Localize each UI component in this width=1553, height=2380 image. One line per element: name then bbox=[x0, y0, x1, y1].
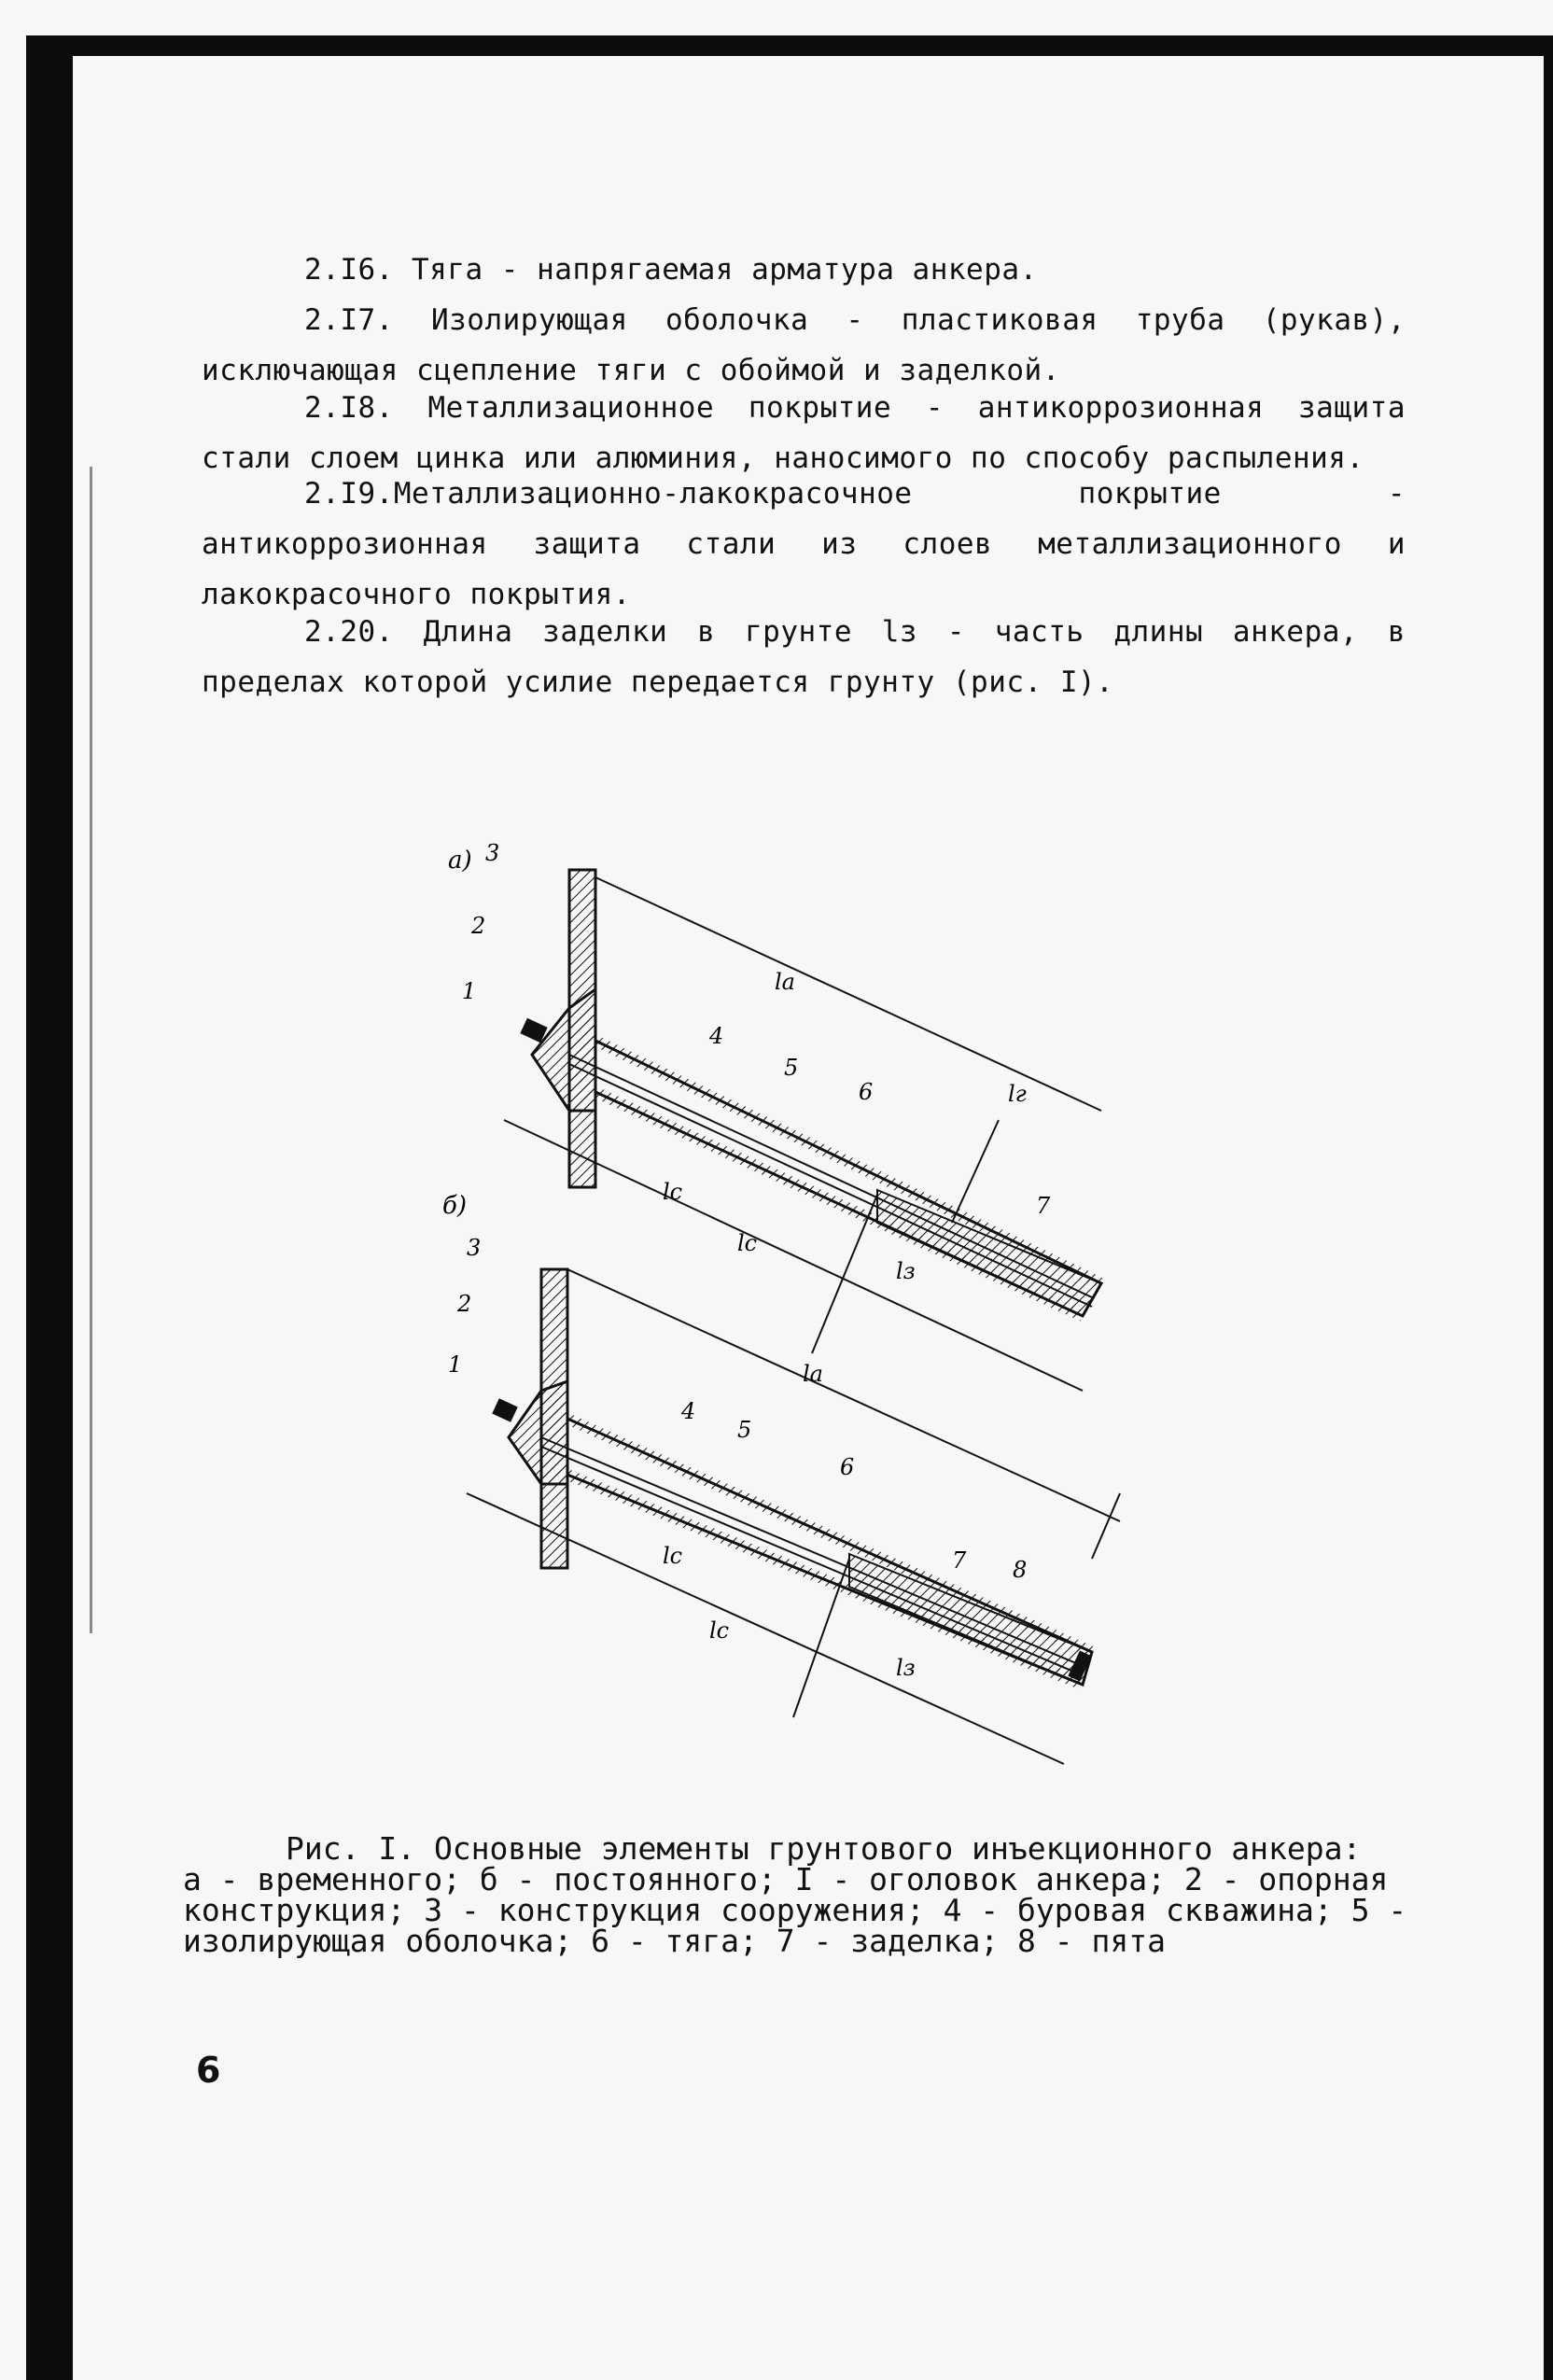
definition-2-19: 2.I9.Металлизационно-лакокрасочное покрытие - антикоррозионная защита стали из слоев металлизационного и лакокрасочного покрытия. bbox=[202, 477, 1406, 611]
dim-label-grout-a: lг bbox=[1008, 1081, 1027, 1107]
label-6-a: 6 bbox=[859, 1079, 874, 1105]
figure-caption bbox=[183, 1830, 1434, 1959]
scan-border-top bbox=[26, 35, 1553, 56]
panel-a-label: а) bbox=[448, 847, 472, 875]
label-4-a: 4 bbox=[709, 1023, 724, 1049]
label-1-b: 1 bbox=[448, 1351, 463, 1378]
label-4-b: 4 bbox=[681, 1398, 696, 1424]
label-1-a: 1 bbox=[462, 978, 477, 1004]
caption-body: а - временного; б - постоянного; I - оголовок анкера; 2 - опорная конструкция; 3 - конструкция сооружения; 4 - буровая скважина; 5 - изолирующая оболочка; 6 - тяга; 7 - заделка; 8 - пята bbox=[183, 1861, 1407, 1959]
caption-title: Рис. I. Основные элементы грунтового инъекционного анкера: bbox=[286, 1830, 1362, 1867]
label-3-a: 3 bbox=[485, 840, 500, 866]
label-8-b: 8 bbox=[1013, 1557, 1028, 1583]
scan-border-left bbox=[26, 35, 73, 2380]
label-2-a: 2 bbox=[471, 913, 486, 939]
dim-label-embed-a: lз bbox=[896, 1258, 916, 1284]
definition-2-16: 2.I6. Тяга - напрягаемая арматура анкера. bbox=[304, 253, 1038, 287]
dim-grout-split-a bbox=[952, 1120, 999, 1223]
anchor-figure bbox=[429, 831, 1157, 1801]
dim-label-free-a-2: lс bbox=[737, 1230, 758, 1256]
anchor-diagram bbox=[429, 831, 1157, 1801]
anchor-head-b bbox=[492, 1398, 518, 1422]
dim-label-total-a: lа bbox=[775, 969, 795, 995]
label-5-b: 5 bbox=[737, 1417, 752, 1443]
dim-end-b bbox=[1092, 1493, 1120, 1559]
dim-split-a bbox=[812, 1195, 877, 1353]
dim-label-free-a: lс bbox=[663, 1179, 683, 1205]
grout-b bbox=[849, 1554, 1092, 1685]
scan-scratch bbox=[90, 467, 92, 1633]
page-number: 6 bbox=[196, 2050, 221, 2091]
support-b bbox=[509, 1381, 567, 1484]
definition-2-17: 2.I7. Изолирующая оболочка - пластиковая труба (рукав), исключающая сцепление тяги с обоймой и заделкой. bbox=[202, 303, 1406, 387]
borehole-hatch-a-top bbox=[595, 1041, 1101, 1283]
dim-label-free-b-2: lс bbox=[709, 1617, 730, 1644]
label-6-b: 6 bbox=[840, 1454, 855, 1480]
definition-2-18: 2.I8. Металлизационное покрытие - антикоррозионная защита стали слоем цинка или алюминия, наносимого по способу распыления. bbox=[202, 391, 1406, 475]
label-2-b: 2 bbox=[457, 1291, 472, 1317]
label-3-b: 3 bbox=[467, 1235, 482, 1261]
label-7-b: 7 bbox=[952, 1547, 967, 1574]
label-7-a: 7 bbox=[1036, 1193, 1051, 1219]
grout-a bbox=[877, 1190, 1101, 1316]
label-5-a: 5 bbox=[784, 1055, 799, 1081]
panel-b-label: б) bbox=[442, 1192, 468, 1220]
dim-label-embed-b: lз bbox=[896, 1655, 916, 1681]
scan-border-right bbox=[1544, 35, 1553, 2380]
dim-label-free-b: lс bbox=[663, 1543, 683, 1569]
definition-2-20: 2.20. Длина заделки в грунте lз - часть длины анкера, в пределах которой усилие передается грунту (рис. I). bbox=[202, 615, 1406, 699]
dim-label-total-b: lа bbox=[803, 1361, 823, 1387]
support-a bbox=[532, 989, 595, 1111]
